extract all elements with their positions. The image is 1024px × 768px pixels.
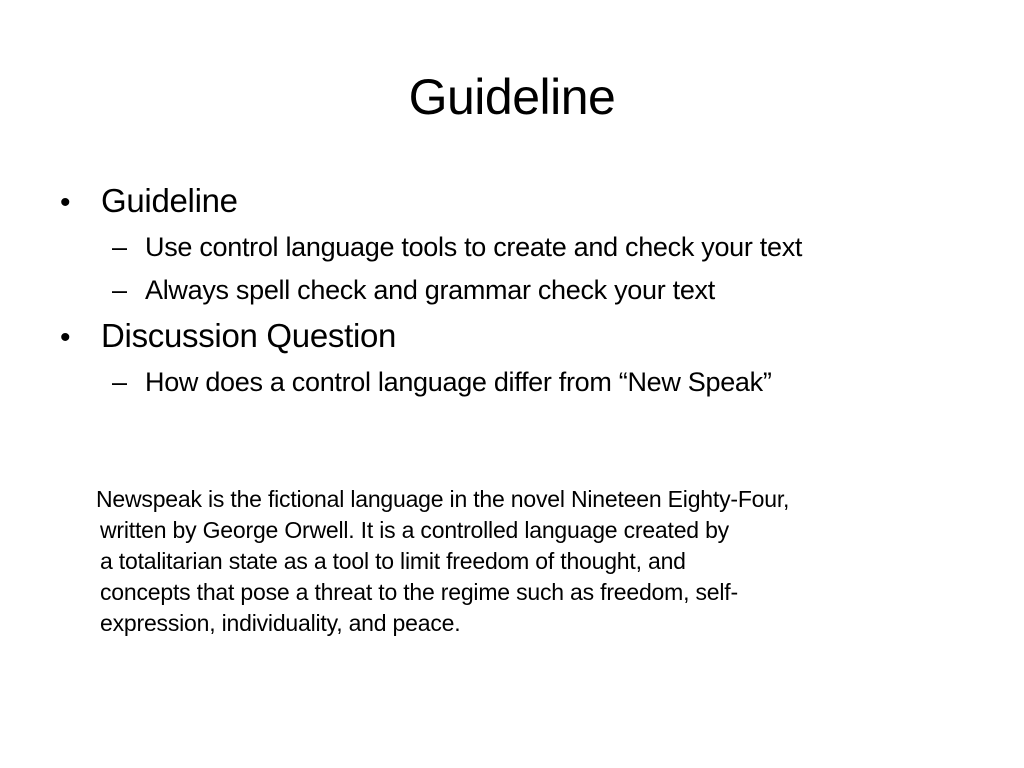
dash-icon: –	[112, 367, 127, 397]
bullet-icon: •	[60, 186, 71, 219]
bullet-label: Discussion Question	[101, 317, 397, 354]
subitem-new-speak-question	[112, 365, 772, 399]
dash-icon: –	[112, 232, 127, 262]
subitem-control-tools	[112, 230, 802, 264]
bullet-icon: •	[60, 321, 71, 354]
paragraph-line: concepts that pose a threat to the regime such as freedom, self-	[100, 579, 738, 605]
paragraph-line: written by George Orwell. It is a controlled language created by	[100, 517, 729, 543]
paragraph-line: a totalitarian state as a tool to limit freedom of thought, and	[100, 548, 686, 574]
subitem-spell-check	[112, 273, 715, 307]
dash-icon: –	[112, 275, 127, 305]
bullet-label: Guideline	[101, 182, 238, 219]
newspeak-paragraph	[96, 484, 980, 639]
bullet-item-guideline	[60, 181, 238, 223]
subitem-label: Always spell check and grammar check your text	[145, 275, 715, 305]
bullet-item-discussion-question	[60, 316, 396, 358]
subitem-label: How does a control language differ from “New Speak”	[145, 367, 772, 397]
paragraph-line: expression, individuality, and peace.	[100, 610, 461, 636]
subitem-label: Use control language tools to create and check your text	[145, 232, 803, 262]
paragraph-line: Newspeak is the fictional language in the novel Nineteen Eighty-Four,	[96, 486, 790, 512]
slide-title: Guideline	[408, 69, 616, 125]
